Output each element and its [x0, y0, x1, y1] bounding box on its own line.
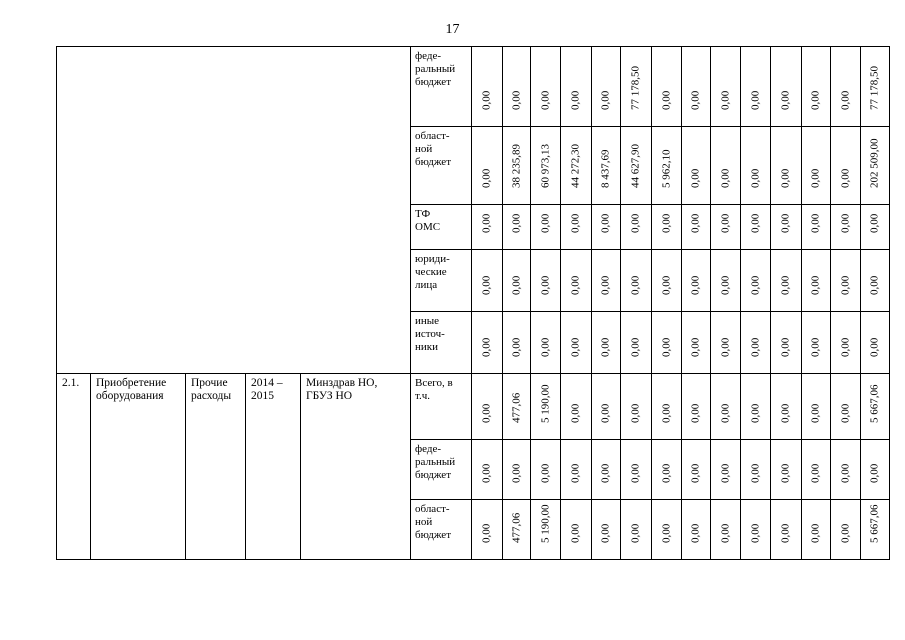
- value-cell: [861, 47, 890, 127]
- page-number: 17: [445, 22, 460, 37]
- value-text: 0,00: [689, 337, 702, 357]
- value-text: 0,00: [749, 213, 761, 233]
- value-cell: [802, 440, 831, 500]
- value-text: 0,00: [719, 463, 731, 483]
- value-text: 44 627,90: [629, 144, 642, 188]
- value-cell: [621, 374, 652, 440]
- value-cell: [531, 374, 561, 440]
- funding-source-label: област- ной бюджет: [411, 127, 472, 205]
- value-text: 477,06: [510, 512, 522, 543]
- value-cell: [741, 47, 771, 127]
- value-cell: [592, 47, 621, 127]
- value-cell: [561, 312, 592, 374]
- value-cell: [652, 440, 682, 500]
- value-cell: [802, 500, 831, 560]
- value-text: 0,00: [749, 337, 761, 357]
- value-text: 0,00: [839, 337, 851, 357]
- value-text: 0,00: [480, 403, 493, 423]
- value-cell: [771, 47, 802, 127]
- value-cell: [472, 312, 503, 374]
- value-cell: [802, 250, 831, 312]
- value-text: 0,00: [719, 90, 731, 110]
- value-text: 0,00: [868, 337, 881, 357]
- value-text: 0,00: [629, 523, 642, 543]
- value-text: 0,00: [719, 168, 731, 188]
- value-cell: [531, 500, 561, 560]
- value-cell: [472, 127, 503, 205]
- value-cell: [711, 47, 741, 127]
- value-text: 0,00: [839, 403, 851, 423]
- value-text: 0,00: [719, 275, 731, 295]
- value-cell: [592, 127, 621, 205]
- value-text: 0,00: [660, 213, 672, 233]
- value-text: 0,00: [749, 275, 761, 295]
- value-text: 0,00: [480, 463, 493, 483]
- expense-type-cell: Прочие расходы: [186, 374, 246, 560]
- value-text: 0,00: [629, 403, 642, 423]
- value-text: 0,00: [809, 168, 822, 188]
- value-cell: [831, 440, 861, 500]
- value-cell: [503, 374, 531, 440]
- value-cell: [802, 205, 831, 250]
- value-text: 0,00: [719, 337, 731, 357]
- value-text: 0,00: [539, 213, 551, 233]
- value-text: 0,00: [569, 463, 582, 483]
- value-text: 0,00: [779, 90, 792, 110]
- value-cell: [831, 127, 861, 205]
- value-text: 0,00: [689, 213, 702, 233]
- value-cell: [472, 374, 503, 440]
- value-text: 0,00: [480, 523, 493, 543]
- item-number-cell: 2.1.: [57, 374, 91, 560]
- value-text: 0,00: [629, 337, 642, 357]
- value-cell: [741, 127, 771, 205]
- value-cell: [741, 374, 771, 440]
- value-cell: [682, 250, 711, 312]
- value-text: 0,00: [809, 403, 822, 423]
- value-text: 0,00: [629, 463, 642, 483]
- value-cell: [682, 500, 711, 560]
- value-cell: [592, 205, 621, 250]
- value-cell: [621, 127, 652, 205]
- value-cell: [592, 250, 621, 312]
- value-text: 0,00: [599, 275, 612, 295]
- value-cell: [711, 250, 741, 312]
- value-cell: [503, 205, 531, 250]
- value-cell: [531, 250, 561, 312]
- value-text: 0,00: [599, 90, 612, 110]
- value-cell: [831, 47, 861, 127]
- value-text: 0,00: [569, 90, 582, 110]
- value-text: 0,00: [809, 463, 822, 483]
- value-cell: [741, 500, 771, 560]
- value-text: 77 178,50: [629, 66, 642, 110]
- value-cell: [621, 500, 652, 560]
- value-text: 38 235,89: [510, 144, 522, 188]
- value-text: 0,00: [779, 337, 792, 357]
- executor-cell: Минздрав НО, ГБУЗ НО: [301, 374, 411, 560]
- value-text: 477,06: [510, 392, 522, 423]
- value-text: 0,00: [539, 337, 551, 357]
- value-text: 0,00: [689, 90, 702, 110]
- value-cell: [711, 500, 741, 560]
- continuation-blank-cell: [57, 47, 411, 374]
- value-text: 44 272,30: [569, 144, 582, 188]
- value-text: 0,00: [510, 90, 522, 110]
- value-text: 0,00: [660, 337, 672, 357]
- value-cell: [621, 250, 652, 312]
- value-text: 0,00: [660, 90, 672, 110]
- value-text: 0,00: [480, 275, 493, 295]
- value-cell: [861, 205, 890, 250]
- value-cell: [682, 205, 711, 250]
- value-text: 0,00: [599, 403, 612, 423]
- value-text: 0,00: [689, 275, 702, 295]
- value-cell: [711, 205, 741, 250]
- funding-source-label: феде- ральный бюджет: [411, 47, 472, 127]
- value-cell: [652, 47, 682, 127]
- value-cell: [741, 312, 771, 374]
- value-cell: [682, 374, 711, 440]
- value-cell: [503, 500, 531, 560]
- value-text: 0,00: [809, 213, 822, 233]
- value-cell: [472, 47, 503, 127]
- value-text: 0,00: [480, 90, 493, 110]
- value-text: 0,00: [779, 523, 792, 543]
- value-text: 0,00: [660, 275, 672, 295]
- value-text: 0,00: [569, 275, 582, 295]
- value-text: 0,00: [809, 337, 822, 357]
- value-text: 0,00: [539, 90, 551, 110]
- value-cell: [592, 312, 621, 374]
- value-text: 0,00: [599, 337, 612, 357]
- value-text: 0,00: [839, 213, 851, 233]
- value-text: 0,00: [779, 168, 792, 188]
- value-cell: [621, 440, 652, 500]
- value-text: 0,00: [749, 90, 761, 110]
- value-text: 0,00: [809, 523, 822, 543]
- value-cell: [472, 205, 503, 250]
- value-cell: [682, 440, 711, 500]
- value-cell: [861, 500, 890, 560]
- value-text: 77 178,50: [868, 66, 881, 110]
- value-cell: [771, 500, 802, 560]
- value-text: 0,00: [569, 337, 582, 357]
- value-cell: [472, 250, 503, 312]
- value-cell: [831, 374, 861, 440]
- value-text: 0,00: [868, 463, 881, 483]
- value-cell: [711, 374, 741, 440]
- value-cell: [861, 127, 890, 205]
- value-cell: [802, 374, 831, 440]
- table-row: [57, 374, 890, 440]
- value-cell: [682, 127, 711, 205]
- value-cell: [621, 47, 652, 127]
- value-cell: [771, 250, 802, 312]
- value-cell: [652, 250, 682, 312]
- value-cell: [711, 440, 741, 500]
- value-cell: [503, 250, 531, 312]
- value-cell: [652, 127, 682, 205]
- value-text: 5 190,00: [539, 384, 551, 423]
- value-cell: [771, 440, 802, 500]
- value-cell: [621, 312, 652, 374]
- value-text: 0,00: [569, 213, 582, 233]
- value-cell: [831, 500, 861, 560]
- value-text: 0,00: [749, 403, 761, 423]
- value-text: 0,00: [719, 403, 731, 423]
- value-text: 0,00: [868, 275, 881, 295]
- value-text: 5 962,10: [660, 149, 672, 188]
- value-cell: [503, 312, 531, 374]
- value-text: 0,00: [749, 523, 761, 543]
- value-text: 0,00: [510, 463, 522, 483]
- value-cell: [771, 205, 802, 250]
- value-cell: [771, 127, 802, 205]
- value-cell: [472, 440, 503, 500]
- value-cell: [652, 312, 682, 374]
- budget-table: [56, 46, 890, 560]
- funding-source-label: иные источ- ники: [411, 312, 472, 374]
- value-text: 0,00: [809, 90, 822, 110]
- value-text: 0,00: [510, 275, 522, 295]
- value-text: 60 973,13: [539, 144, 551, 188]
- value-text: 0,00: [569, 403, 582, 423]
- value-text: 0,00: [839, 523, 851, 543]
- value-text: 0,00: [779, 403, 792, 423]
- value-cell: [861, 374, 890, 440]
- value-text: 5 190,00: [539, 504, 551, 543]
- funding-source-label: Всего, в т.ч.: [411, 374, 472, 440]
- value-cell: [682, 312, 711, 374]
- value-text: 0,00: [719, 523, 731, 543]
- value-text: 0,00: [779, 213, 792, 233]
- value-cell: [503, 127, 531, 205]
- value-text: 0,00: [839, 168, 851, 188]
- table-row: [57, 47, 890, 127]
- value-cell: [561, 374, 592, 440]
- value-cell: [561, 440, 592, 500]
- value-cell: [561, 250, 592, 312]
- value-cell: [652, 500, 682, 560]
- value-text: 0,00: [779, 275, 792, 295]
- value-text: 0,00: [689, 168, 702, 188]
- value-cell: [503, 440, 531, 500]
- value-cell: [561, 500, 592, 560]
- value-text: 8 437,69: [599, 149, 612, 188]
- value-text: 0,00: [689, 523, 702, 543]
- funding-source-label: област- ной бюджет: [411, 500, 472, 560]
- period-cell: 2014 – 2015: [246, 374, 301, 560]
- value-text: 0,00: [779, 463, 792, 483]
- value-text: 0,00: [749, 463, 761, 483]
- value-cell: [503, 47, 531, 127]
- value-text: 0,00: [868, 213, 881, 233]
- value-text: 0,00: [719, 213, 731, 233]
- value-text: 0,00: [839, 275, 851, 295]
- value-cell: [621, 205, 652, 250]
- value-cell: [531, 47, 561, 127]
- value-cell: [802, 127, 831, 205]
- value-cell: [592, 500, 621, 560]
- value-text: 0,00: [839, 90, 851, 110]
- value-text: 0,00: [660, 463, 672, 483]
- value-text: 5 667,06: [868, 384, 881, 423]
- value-text: 0,00: [569, 523, 582, 543]
- value-text: 0,00: [689, 463, 702, 483]
- value-text: 0,00: [480, 337, 493, 357]
- value-text: 0,00: [660, 523, 672, 543]
- value-text: 0,00: [539, 275, 551, 295]
- value-cell: [652, 374, 682, 440]
- value-cell: [652, 205, 682, 250]
- value-cell: [531, 440, 561, 500]
- value-text: 0,00: [539, 463, 551, 483]
- value-cell: [802, 312, 831, 374]
- value-cell: [592, 374, 621, 440]
- value-cell: [741, 250, 771, 312]
- value-cell: [861, 312, 890, 374]
- value-text: 0,00: [629, 275, 642, 295]
- value-text: 0,00: [480, 168, 493, 188]
- value-cell: [831, 312, 861, 374]
- value-cell: [741, 205, 771, 250]
- value-text: 0,00: [599, 523, 612, 543]
- value-text: 0,00: [599, 463, 612, 483]
- value-text: 0,00: [809, 275, 822, 295]
- value-text: 0,00: [510, 213, 522, 233]
- value-cell: [831, 205, 861, 250]
- value-text: 0,00: [749, 168, 761, 188]
- value-cell: [592, 440, 621, 500]
- value-text: 5 667,06: [868, 504, 881, 543]
- funding-source-label: юриди- ческие лица: [411, 250, 472, 312]
- value-cell: [682, 47, 711, 127]
- item-name-cell: Приобретение оборудования: [91, 374, 186, 560]
- value-cell: [711, 127, 741, 205]
- value-cell: [711, 312, 741, 374]
- value-cell: [771, 374, 802, 440]
- value-cell: [561, 127, 592, 205]
- value-cell: [831, 250, 861, 312]
- value-text: 202 509,00: [868, 138, 881, 188]
- value-cell: [771, 312, 802, 374]
- value-text: 0,00: [480, 213, 493, 233]
- value-cell: [531, 312, 561, 374]
- value-cell: [472, 500, 503, 560]
- funding-source-label: ТФ ОМС: [411, 205, 472, 250]
- value-cell: [861, 250, 890, 312]
- funding-source-label: феде- ральный бюджет: [411, 440, 472, 500]
- value-text: 0,00: [599, 213, 612, 233]
- value-cell: [531, 127, 561, 205]
- value-text: 0,00: [629, 213, 642, 233]
- value-text: 0,00: [689, 403, 702, 423]
- value-cell: [561, 205, 592, 250]
- value-text: 0,00: [510, 337, 522, 357]
- value-cell: [861, 440, 890, 500]
- value-cell: [802, 47, 831, 127]
- value-cell: [561, 47, 592, 127]
- value-cell: [531, 205, 561, 250]
- value-text: 0,00: [839, 463, 851, 483]
- value-cell: [741, 440, 771, 500]
- value-text: 0,00: [660, 403, 672, 423]
